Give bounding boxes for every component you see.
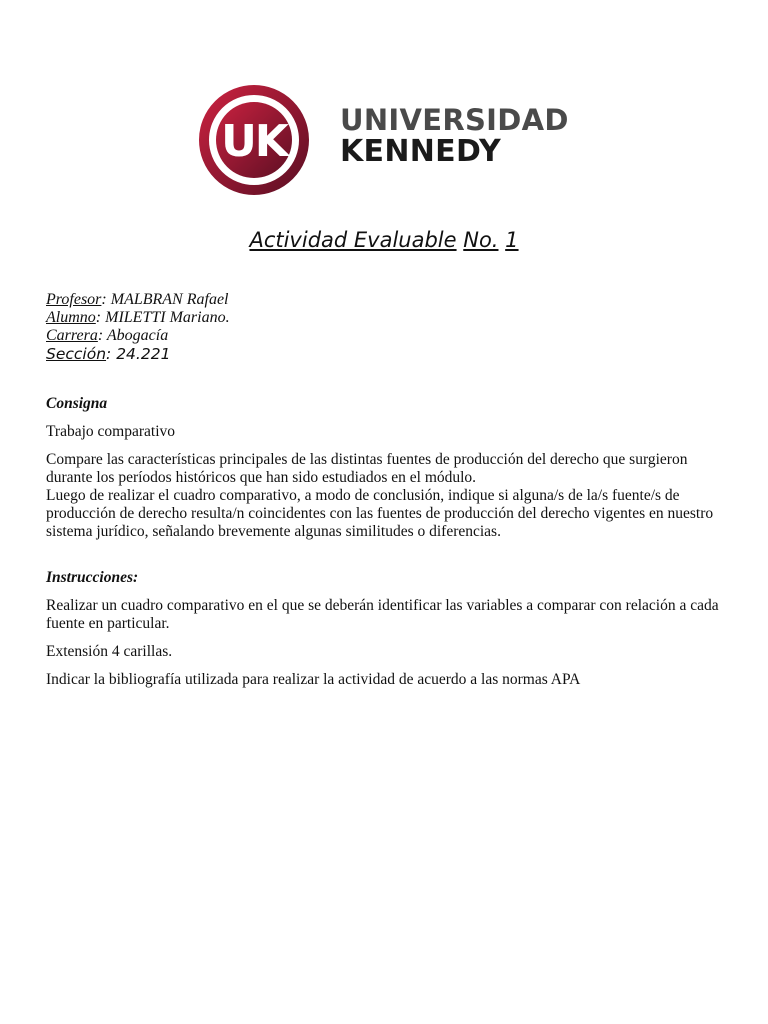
profesor-label: Profesor	[46, 291, 102, 308]
seccion-row	[46, 345, 230, 364]
instrucciones-paragraph-2: Extensión 4 carillas.	[46, 643, 173, 660]
consigna-p1-line2: durante los períodos históricos que han sido estudiados en el módulo.	[46, 469, 477, 486]
profesor-value: : MALBRAN Rafael	[101, 291, 229, 308]
carrera-row	[46, 327, 230, 345]
consigna-paragraph	[46, 451, 736, 541]
instrucciones-paragraph-1	[46, 597, 736, 633]
seccion-label: Sección	[46, 345, 107, 363]
alumno-row	[46, 309, 230, 327]
alumno-value: : MILETTI Mariano.	[95, 309, 230, 326]
consigna-heading: Consigna	[46, 395, 108, 412]
student-info	[46, 291, 230, 364]
title-part-2: No.	[463, 228, 499, 252]
uk-emblem-icon	[195, 84, 313, 196]
profesor-row	[46, 291, 230, 309]
consigna-p1-line1: Compare las características principales de las distintas fuentes de producción del derecho que surgieron	[46, 451, 688, 468]
alumno-label: Alumno	[46, 309, 96, 326]
instrucciones-p1-line1: Realizar un cuadro comparativo en el que se deberán identificar las variables a comparar con relación a cada	[46, 597, 719, 614]
logo-wordmark	[340, 104, 569, 168]
carrera-label: Carrera	[46, 327, 98, 344]
document-title	[0, 228, 768, 252]
consigna-subtitle: Trabajo comparativo	[46, 423, 175, 440]
instrucciones-heading: Instrucciones:	[46, 569, 139, 586]
logo-line-1: UNIVERSIDAD	[340, 103, 569, 137]
logo-initials: UK	[221, 116, 287, 167]
consigna-p2-line2: producción de derecho resulta/n coincidentes con las fuentes de producción del derecho vigentes en nuestro	[46, 505, 714, 522]
seccion-value: : 24.221	[106, 345, 171, 363]
title-part-1: Actividad Evaluable	[249, 228, 457, 252]
carrera-value: : Abogacía	[97, 327, 169, 344]
instrucciones-p1-line2: fuente en particular.	[46, 615, 170, 632]
university-logo	[195, 84, 595, 196]
consigna-p2-line3: sistema jurídico, señalando brevemente algunas similitudes o diferencias.	[46, 523, 501, 540]
logo-line-2: KENNEDY	[340, 134, 501, 169]
title-number: 1	[505, 228, 519, 252]
instrucciones-paragraph-3: Indicar la bibliografía utilizada para realizar la actividad de acuerdo a las normas APA	[46, 671, 581, 688]
consigna-p2-line1: Luego de realizar el cuadro comparativo, a modo de conclusión, indique si alguna/s de la/s fuente/s de	[46, 487, 680, 504]
